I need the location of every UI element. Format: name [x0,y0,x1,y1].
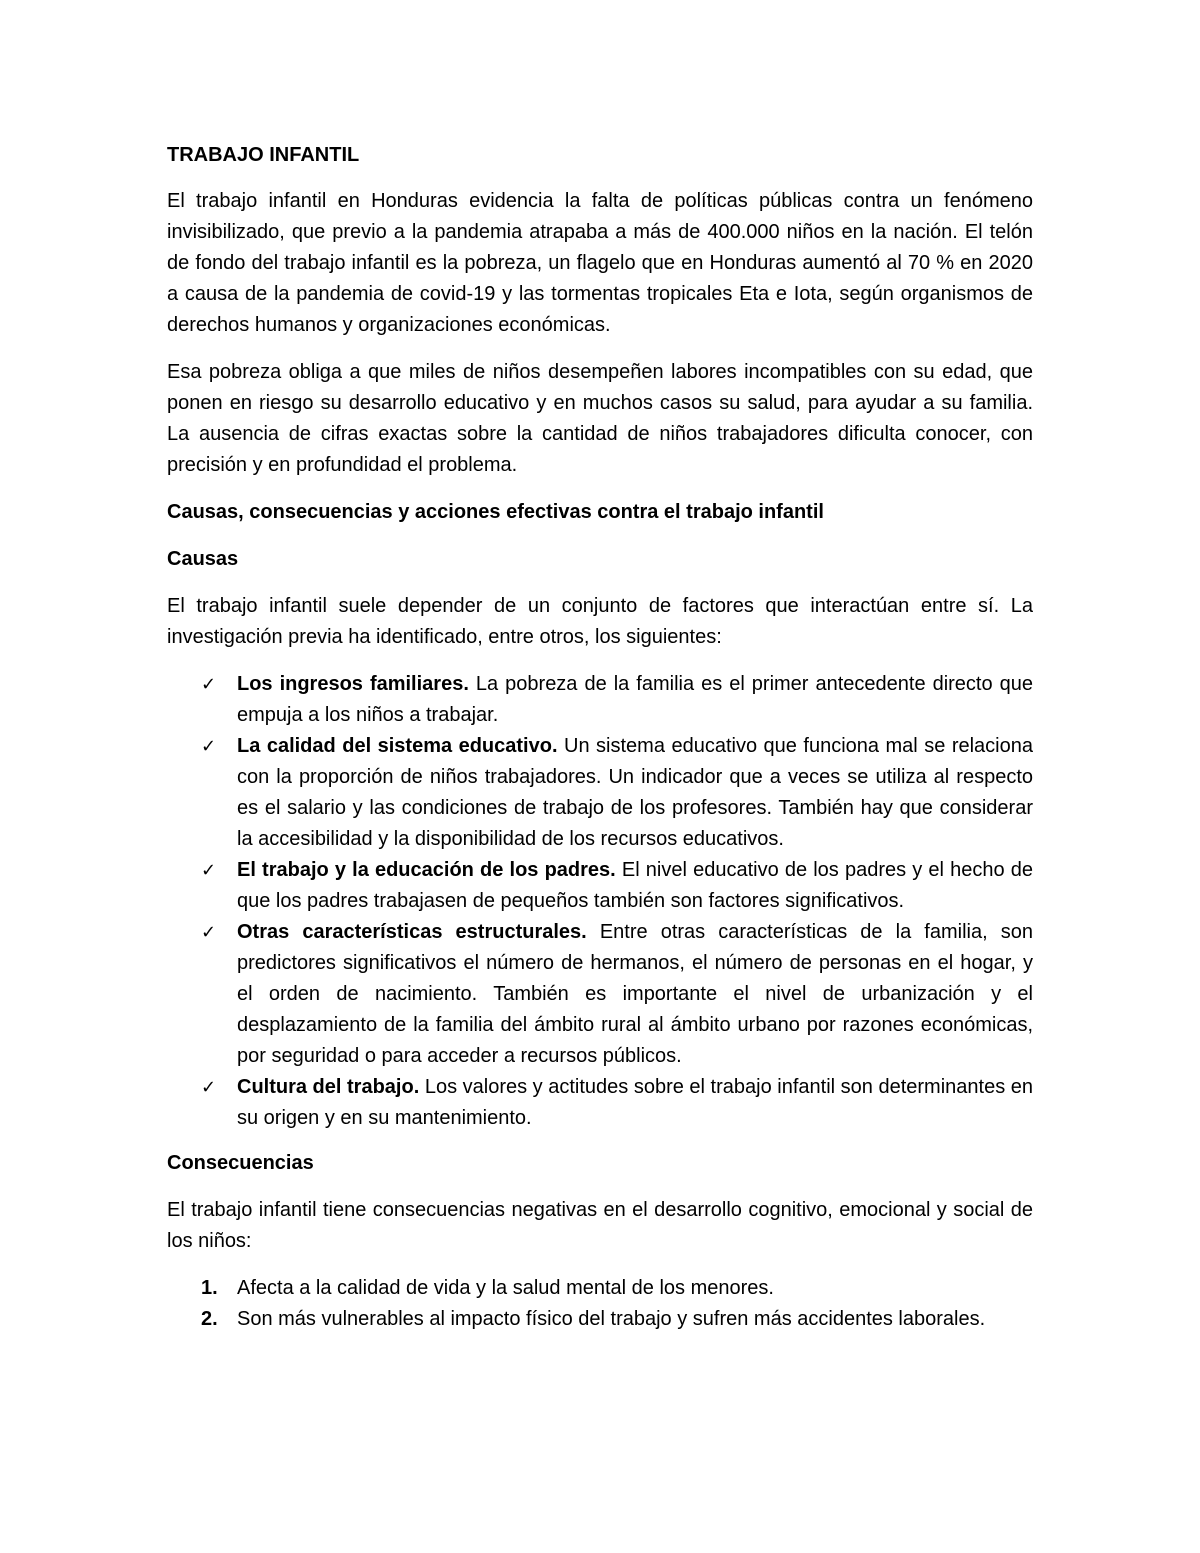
checkmark-icon: ✓ [201,736,217,757]
document-page [167,140,1033,1335]
list-item-text: Son más vulnerables al impacto físico del trabajo y sufren más accidentes laborales. [237,1308,986,1330]
list-item-text: La pobreza de la familia es el primer antecedente directo que empuja a los niños a trabajar. [237,673,1033,726]
list-item [167,1072,1033,1134]
list-item-bold: Otras características estructurales. [237,921,587,943]
document-title: TRABAJO INFANTIL [167,144,360,166]
causes-intro: El trabajo infantil suele depender de un conjunto de factores que interactúan entre sí. La investigación previa ha identificado, entre otros, los siguientes: [167,595,1033,648]
intro-paragraph-2: Esa pobreza obliga a que miles de niños desempeñen labores incompatibles con su edad, que ponen en riesgo su desarrollo educativo y en muchos casos su salud, para ayudar a su familia. La ausencia de cifras exactas sobre la cantidad de niños trabajadores dificulta conocer, con precisión y en profundidad el problema. [167,361,1033,476]
list-item-text: Los valores y actitudes sobre el trabajo infantil son determinantes en su origen y en su mantenimiento. [237,1076,1034,1129]
list-item-text: Un sistema educativo que funciona mal se relaciona con la proporción de niños trabajadores. Un indicador que a veces se utiliza al respecto es el salario y las condiciones de trabajo de los profesores. También hay que considerar la accesibilidad y la disponibilidad de los recursos educativos. [237,735,1033,850]
checkmark-icon: ✓ [201,922,217,943]
consequences-intro: El trabajo infantil tiene consecuencias negativas en el desarrollo cognitivo, emocional y social de los niños: [167,1199,1033,1252]
consequences-heading: Consecuencias [167,1152,314,1174]
list-item [167,669,1033,731]
list-item [167,1273,1033,1304]
causes-list [167,669,1033,1134]
consequences-list [167,1273,1033,1335]
list-number: 2. [201,1308,218,1330]
list-item-bold: El trabajo y la educación de los padres. [237,859,616,881]
list-item [167,917,1033,1072]
list-number: 1. [201,1277,218,1299]
section-heading: Causas, consecuencias y acciones efectivas contra el trabajo infantil [167,501,824,523]
list-item [167,731,1033,855]
list-item-text: Entre otras características de la familia, son predictores significativos el número de hermanos, el número de personas en el hogar, y el orden de nacimiento. También es importante el nivel de urbanización y el desplazamiento de la familia del ámbito rural al ámbito urbano por razones económicas, por seguridad o para acceder a recursos públicos. [237,921,1033,1067]
checkmark-icon: ✓ [201,674,217,695]
checkmark-icon: ✓ [201,860,217,881]
list-item-text: El nivel educativo de los padres y el hecho de que los padres trabajasen de pequeños también son factores significativos. [237,859,1033,912]
list-item-text: Afecta a la calidad de vida y la salud mental de los menores. [237,1277,774,1299]
list-item [167,855,1033,917]
list-item-bold: Los ingresos familiares. [237,673,469,695]
list-item-bold: Cultura del trabajo. [237,1076,420,1098]
list-item-bold: La calidad del sistema educativo. [237,735,558,757]
list-item [167,1304,1033,1335]
intro-paragraph-1: El trabajo infantil en Honduras evidencia la falta de políticas públicas contra un fenómeno invisibilizado, que previo a la pandemia atrapaba a más de 400.000 niños en la nación. El telón de fondo del trabajo infantil es la pobreza, un flagelo que en Honduras aumentó al 70 % en 2020 a causa de la pandemia de covid-19 y las tormentas tropicales Eta e Iota, según organismos de derechos humanos y organizaciones económicas. [167,190,1033,336]
checkmark-icon: ✓ [201,1077,217,1098]
causes-heading: Causas [167,548,239,570]
